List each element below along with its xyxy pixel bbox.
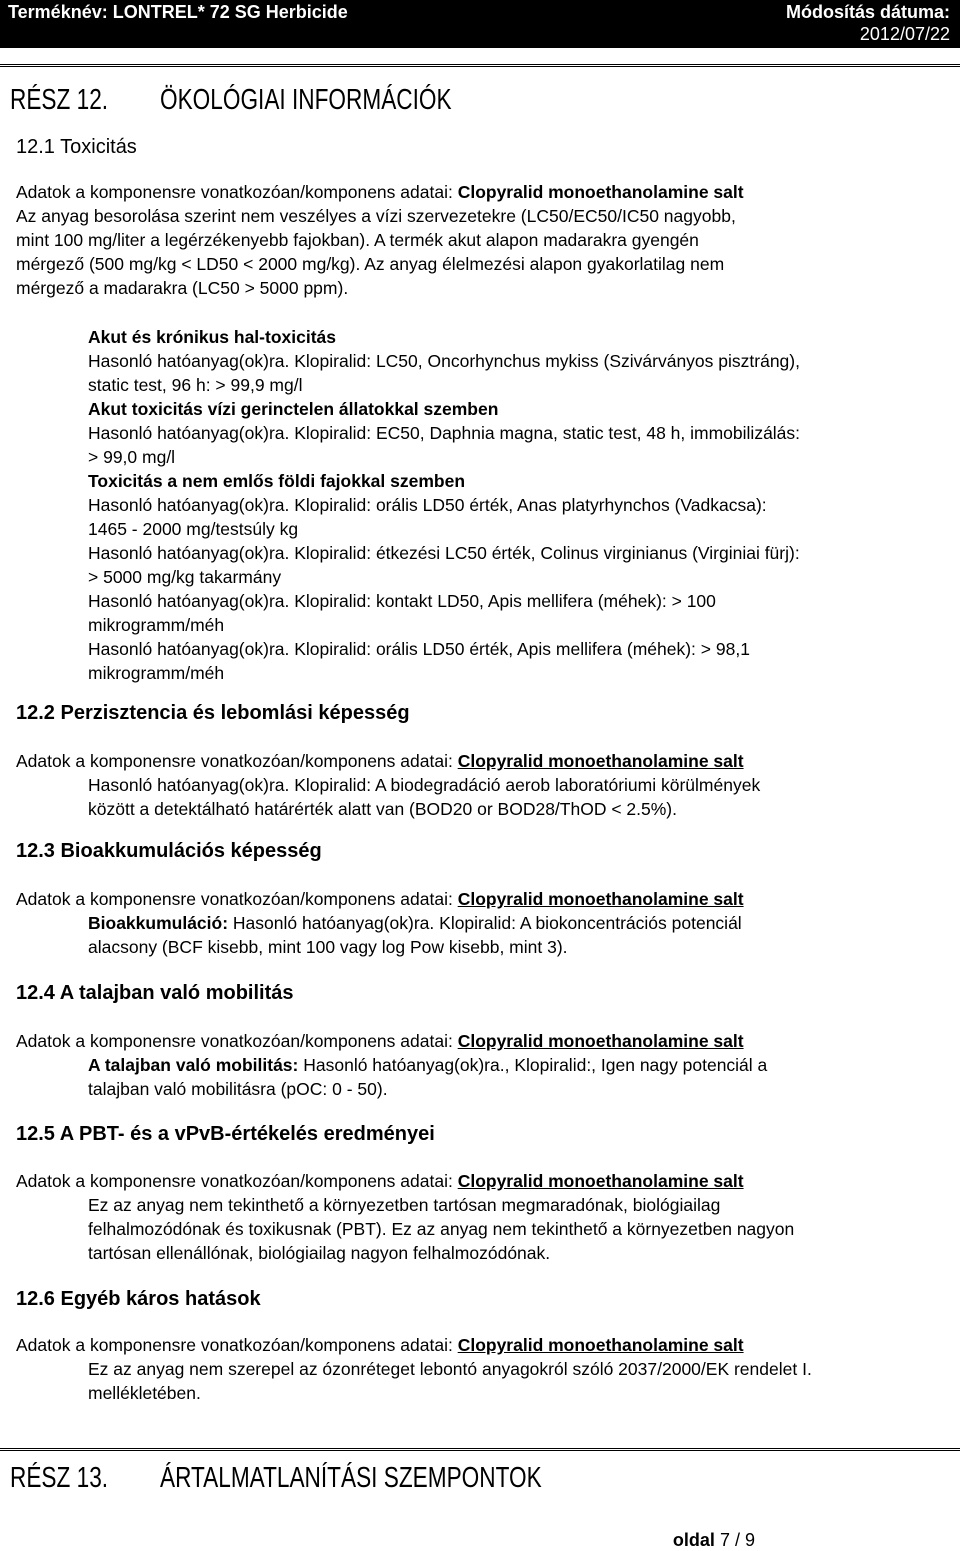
paragraph-line: Hasonló hatóanyag(ok)ra. Klopiralid: A biodegradáció aerob laboratóriumi körülmények [88, 775, 761, 795]
invertebrate-toxicity-title: Akut toxicitás vízi gerinctelen állatokkal szemben [88, 399, 499, 419]
component-line: Adatok a komponensre vonatkozóan/komponens adatai: Clopyralid monoethanolamine salt [16, 1335, 744, 1355]
non-mammal-line: > 5000 mg/kg takarmány [88, 567, 282, 587]
non-mammal-line: 1465 - 2000 mg/testsúly kg [88, 519, 299, 539]
paragraph-line: Ez az anyag nem tekinthető a környezetben tartósan megmaradónak, biológiailag [88, 1195, 721, 1215]
paragraph-line: mint 100 mg/liter a legérzékenyebb fajokban). A termék akut alapon madarakra gyengén [16, 230, 699, 250]
section-13-number: RÉSZ 13. [10, 1462, 109, 1494]
component-line: Adatok a komponensre vonatkozóan/komponens adatai: Clopyralid monoethanolamine salt [16, 751, 744, 771]
subsection-12-1-title: 12.1 Toxicitás [16, 136, 137, 158]
paragraph-line: Az anyag besorolása szerint nem veszélyes a vízi szervezetekre (LC50/EC50/IC50 nagyobb, [16, 206, 736, 226]
fish-toxicity-title: Akut és krónikus hal-toxicitás [88, 327, 336, 347]
paragraph-line: mérgező (500 mg/kg < LD50 < 2000 mg/kg). Az anyag élelmezési alapon gyakorlatilag nem [16, 254, 725, 274]
paragraph-line: A talajban való mobilitás: Hasonló hatóanyag(ok)ra., Klopiralid:, Igen nagy potenciál a [88, 1055, 768, 1075]
fish-toxicity-line: static test, 96 h: > 99,9 mg/l [88, 375, 303, 395]
paragraph-line: alacsony (BCF kisebb, mint 100 vagy log Pow kisebb, mint 3). [88, 937, 568, 957]
paragraph-line: között a detektálható határérték alatt van (BOD20 or BOD28/ThOD < 2.5%). [88, 799, 677, 819]
paragraph-line: tartósan ellenállónak, biológiailag nagyon felhalmozódónak. [88, 1243, 551, 1263]
component-line: Adatok a komponensre vonatkozóan/komponens adatai: Clopyralid monoethanolamine salt [16, 889, 744, 909]
section-13-title: ÁRTALMATLANÍTÁSI SZEMPONTOK [160, 1462, 542, 1494]
non-mammal-line: mikrogramm/méh [88, 663, 225, 683]
paragraph-line: felhalmozódónak és toxikusnak (PBT). Ez az anyag nem tekinthető a környezetben nagyon [88, 1219, 795, 1239]
document-header [0, 0, 960, 48]
invertebrate-toxicity-line: Hasonló hatóanyag(ok)ra. Klopiralid: EC50, Daphnia magna, static test, 48 h, immobilizálás: [88, 423, 801, 443]
subsection-12-5-title: 12.5 A PBT- és a vPvB-értékelés eredményei [16, 1123, 435, 1145]
non-mammal-toxicity-title: Toxicitás a nem emlős földi fajokkal szemben [88, 471, 466, 491]
subsection-12-6-title: 12.6 Egyéb káros hatások [16, 1288, 261, 1310]
non-mammal-line: Hasonló hatóanyag(ok)ra. Klopiralid: orális LD50 érték, Apis mellifera (méhek): > 98,1 [88, 639, 750, 659]
section-rule [0, 64, 960, 70]
modification-label: Módosítás dátuma: [785, 2, 950, 22]
component-line: Adatok a komponensre vonatkozóan/komponens adatai: Clopyralid monoethanolamine salt [16, 182, 744, 202]
modification-date: 2012/07/22 [859, 24, 950, 44]
invertebrate-toxicity-line: > 99,0 mg/l [88, 447, 176, 467]
subsection-12-4-title: 12.4 A talajban való mobilitás [16, 982, 294, 1004]
paragraph-line: mérgező a madarakra (LC50 > 5000 ppm). [16, 278, 349, 298]
fish-toxicity-line: Hasonló hatóanyag(ok)ra. Klopiralid: LC50, Oncorhynchus mykiss (Szivárványos pisztráng), [88, 351, 800, 371]
component-line: Adatok a komponensre vonatkozóan/komponens adatai: Clopyralid monoethanolamine salt [16, 1031, 744, 1051]
non-mammal-line: Hasonló hatóanyag(ok)ra. Klopiralid: orális LD50 érték, Anas platyrhynchos (Vadkacsa): [88, 495, 767, 515]
subsection-12-2-title: 12.2 Perzisztencia és lebomlási képesség [16, 702, 410, 724]
non-mammal-line: Hasonló hatóanyag(ok)ra. Klopiralid: kontakt LD50, Apis mellifera (méhek): > 100 [88, 591, 716, 611]
section-12-number: RÉSZ 12. [10, 84, 109, 116]
section-rule [0, 1448, 960, 1454]
paragraph-line: talajban való mobilitásra (pOC: 0 - 50). [88, 1079, 388, 1099]
paragraph-line: Bioakkumuláció: Hasonló hatóanyag(ok)ra. Klopiralid: A biokoncentrációs potenciál [88, 913, 742, 933]
section-12-title: ÖKOLÓGIAI INFORMÁCIÓK [160, 84, 452, 116]
subsection-12-3-title: 12.3 Bioakkumulációs képesség [16, 840, 322, 862]
product-name: Terméknév: LONTREL* 72 SG Herbicide [8, 2, 348, 22]
component-line: Adatok a komponensre vonatkozóan/komponens adatai: Clopyralid monoethanolamine salt [16, 1171, 744, 1191]
paragraph-line: mellékletében. [88, 1383, 201, 1403]
page-number: oldal 7 / 9 [672, 1530, 755, 1550]
paragraph-line: Ez az anyag nem szerepel az ózonréteget lebontó anyagokról szóló 2037/2000/EK rendelet I. [88, 1359, 812, 1379]
non-mammal-line: Hasonló hatóanyag(ok)ra. Klopiralid: étkezési LC50 érték, Colinus virginianus (Virginiai fürj): [88, 543, 800, 563]
non-mammal-line: mikrogramm/méh [88, 615, 225, 635]
